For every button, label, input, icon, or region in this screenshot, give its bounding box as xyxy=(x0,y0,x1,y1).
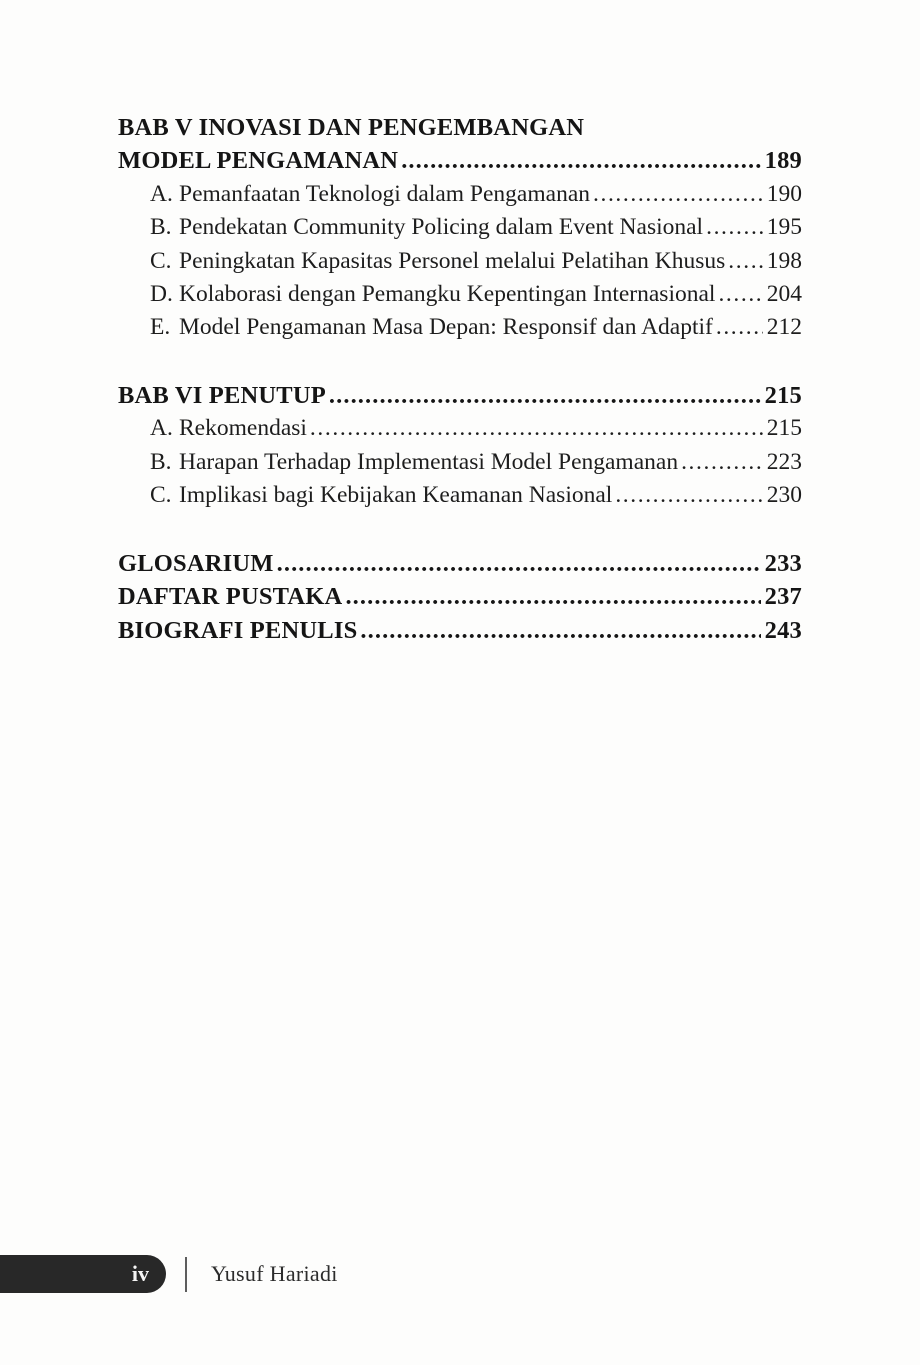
item-letter: C. xyxy=(150,247,172,274)
item-letter: B. xyxy=(150,448,172,475)
toc-page-number: 195 xyxy=(766,214,802,241)
item-letter: B. xyxy=(150,214,172,241)
table-of-contents xyxy=(118,111,802,647)
toc-row-back-matter xyxy=(118,547,802,580)
item-label: Harapan Terhadap Implementasi Model Pengamanan xyxy=(179,448,679,475)
item-label: Pemanfaatan Teknologi dalam Pengamanan xyxy=(179,180,590,207)
footer-page-number: iv xyxy=(131,1261,149,1286)
dot-leader xyxy=(681,446,763,479)
chapter-heading-line2: MODEL PENGAMANAN xyxy=(118,147,399,175)
toc-row-item xyxy=(118,479,802,512)
toc-page-number: 204 xyxy=(766,281,802,308)
toc-row-back-matter xyxy=(118,580,802,613)
dot-leader xyxy=(329,379,761,412)
toc-row-item xyxy=(118,278,802,311)
toc-back-matter xyxy=(118,547,802,647)
dot-leader xyxy=(706,211,763,244)
chapter-heading-line1: BAB V INOVASI DAN PENGEMBANGAN xyxy=(118,114,585,141)
item-letter: C. xyxy=(150,482,172,509)
toc-page-number: 223 xyxy=(766,448,802,475)
item-label: Rekomendasi xyxy=(179,415,307,442)
toc-row-back-matter xyxy=(118,614,802,647)
dot-leader xyxy=(718,278,762,311)
toc-row-chapter xyxy=(118,144,802,177)
footer-author-name: Yusuf Hariadi xyxy=(211,1261,338,1286)
dot-leader xyxy=(728,245,762,278)
dot-leader xyxy=(615,479,762,512)
toc-page-number: 230 xyxy=(766,482,802,509)
item-letter: D. xyxy=(150,281,173,308)
toc-row-item xyxy=(118,178,802,211)
toc-page-number: 243 xyxy=(764,616,802,644)
toc-page-number: 198 xyxy=(766,247,802,274)
item-label: Model Pengamanan Masa Depan: Responsif dan Adaptif xyxy=(179,314,713,341)
toc-row-item xyxy=(118,412,802,445)
item-letter: E. xyxy=(150,314,171,341)
item-label: Kolaborasi dengan Pemangku Kepentingan Internasional xyxy=(179,281,716,308)
dot-leader xyxy=(310,412,763,445)
dot-leader xyxy=(277,547,761,580)
toc-row-chapter xyxy=(118,379,802,412)
back-matter-label: BIOGRAFI PENULIS xyxy=(118,616,358,644)
item-letter: A. xyxy=(150,415,173,442)
dot-leader xyxy=(401,144,760,177)
item-label: Implikasi bagi Kebijakan Keamanan Nasional xyxy=(179,482,613,509)
dot-leader xyxy=(345,580,760,613)
chapter-heading: BAB VI PENUTUP xyxy=(118,381,326,409)
toc-page-number: 189 xyxy=(764,147,802,175)
toc-section-bab-vi xyxy=(118,379,802,513)
item-label: Pendekatan Community Policing dalam Event Nasional xyxy=(179,214,704,241)
toc-row-item xyxy=(118,245,802,278)
back-matter-label: GLOSARIUM xyxy=(118,549,274,577)
toc-row-item xyxy=(118,446,802,479)
toc-section-bab-v xyxy=(118,111,802,345)
toc-page-number: 212 xyxy=(766,314,802,341)
toc-row-item xyxy=(118,311,802,344)
toc-row-item xyxy=(118,211,802,244)
footer-page-number-pill xyxy=(0,1255,166,1293)
toc-page-number: 215 xyxy=(766,415,802,442)
dot-leader xyxy=(593,178,763,211)
toc-page-number: 237 xyxy=(764,583,802,611)
footer-divider xyxy=(185,1257,187,1292)
toc-page-number: 233 xyxy=(764,549,802,577)
dot-leader xyxy=(360,614,760,647)
toc-page-number: 215 xyxy=(764,381,802,409)
item-label: Peningkatan Kapasitas Personel melalui Pelatihan Khusus xyxy=(179,247,726,274)
item-letter: A. xyxy=(150,180,173,207)
toc-page-number: 190 xyxy=(766,180,802,207)
dot-leader xyxy=(716,311,763,344)
back-matter-label: DAFTAR PUSTAKA xyxy=(118,583,343,611)
